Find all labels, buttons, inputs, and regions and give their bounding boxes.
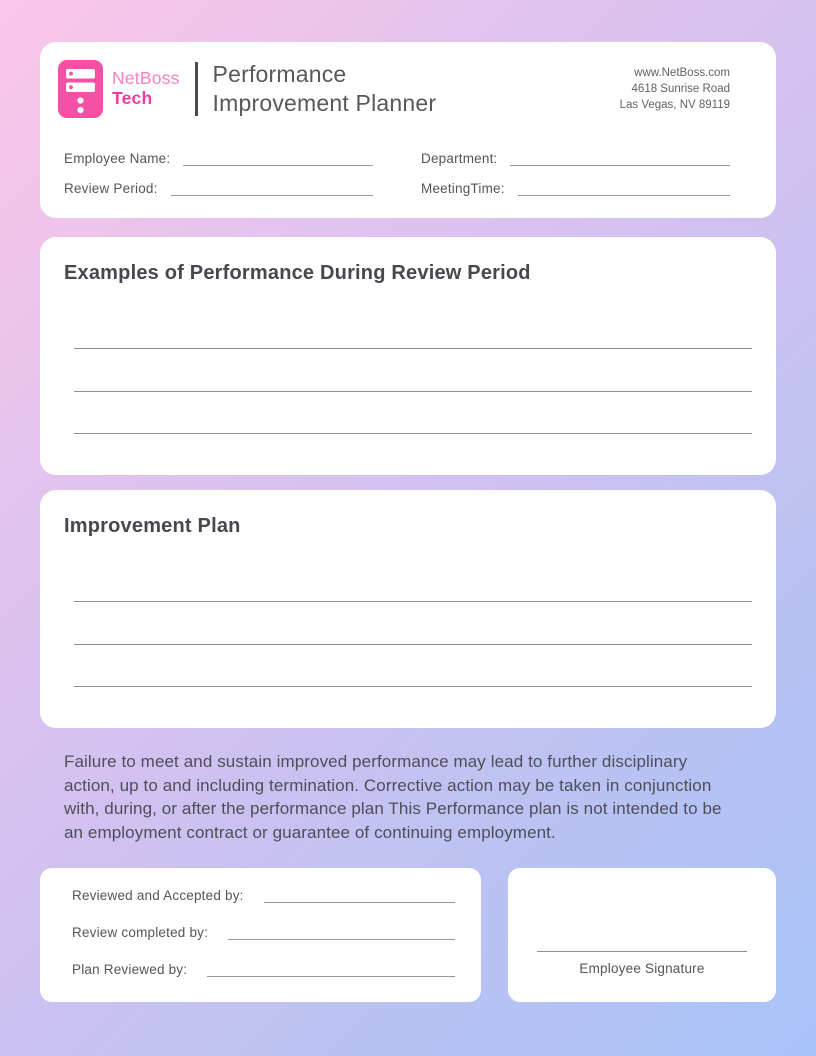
field-employee-name bbox=[64, 151, 373, 166]
reviewed-accepted-by-input[interactable] bbox=[264, 890, 455, 903]
field-review-period bbox=[64, 181, 373, 196]
brand-name-tech: Tech bbox=[112, 88, 153, 108]
write-line[interactable] bbox=[74, 601, 752, 602]
server-tower-icon bbox=[58, 60, 103, 118]
company-website: www.NetBoss.com bbox=[634, 67, 730, 79]
header-card bbox=[40, 42, 776, 218]
page-title-line2: Improvement Planner bbox=[212, 90, 437, 117]
company-address-city: Las Vegas, NV 89119 bbox=[619, 99, 730, 112]
meeting-time-label: MeetingTime: bbox=[421, 181, 505, 197]
field-meeting-time bbox=[421, 181, 730, 196]
performance-examples-title: Examples of Performance During Review Period bbox=[64, 262, 531, 284]
header-brand-row bbox=[58, 60, 730, 118]
department-label: Department: bbox=[421, 151, 498, 167]
signoff-row bbox=[40, 868, 776, 1002]
company-contact bbox=[620, 60, 730, 113]
write-line[interactable] bbox=[74, 686, 752, 687]
plan-reviewed-by-label: Plan Reviewed by: bbox=[72, 961, 188, 977]
vertical-divider bbox=[195, 62, 198, 116]
disclaimer-text: Failure to meet and sustain improved performance may lead to further disciplinary action, up to and including termination. Corrective action may be taken in conjunction with, during, or after the performance plan This Performance plan is not intended to be an employment contract or guarantee of continuing employment. bbox=[64, 752, 722, 843]
review-period-input[interactable] bbox=[171, 181, 373, 196]
brand-name-netboss: NetBoss bbox=[112, 68, 180, 89]
page-title-line1: Performance bbox=[212, 61, 347, 87]
page-title bbox=[213, 60, 437, 118]
field-plan-reviewed-by bbox=[72, 962, 455, 977]
review-completed-by-label: Review completed by: bbox=[72, 924, 209, 940]
field-department bbox=[421, 151, 730, 166]
plan-reviewed-by-input[interactable] bbox=[207, 964, 455, 977]
performance-examples-write-area bbox=[64, 348, 752, 434]
write-line[interactable] bbox=[74, 644, 752, 645]
reviewed-accepted-by-label: Reviewed and Accepted by: bbox=[72, 887, 244, 903]
netboss-logo bbox=[58, 60, 180, 118]
field-review-completed-by bbox=[72, 925, 455, 940]
employee-signature-input[interactable] bbox=[537, 951, 747, 952]
review-period-label: Review Period: bbox=[64, 181, 158, 197]
header-field-grid bbox=[58, 151, 730, 196]
section-performance-examples bbox=[40, 237, 776, 475]
improvement-plan-title: Improvement Plan bbox=[64, 515, 241, 537]
meeting-time-input[interactable] bbox=[518, 181, 730, 196]
write-line[interactable] bbox=[74, 348, 752, 349]
brand-name bbox=[112, 69, 180, 108]
employee-name-label: Employee Name: bbox=[64, 151, 171, 167]
employee-signature-card bbox=[508, 868, 776, 1002]
review-completed-by-input[interactable] bbox=[228, 927, 455, 940]
reviewers-card bbox=[40, 868, 481, 1002]
write-line[interactable] bbox=[74, 433, 752, 434]
department-input[interactable] bbox=[510, 151, 730, 166]
section-improvement-plan bbox=[40, 490, 776, 728]
write-line[interactable] bbox=[74, 391, 752, 392]
company-address-street: 4618 Sunrise Road bbox=[631, 83, 730, 96]
field-reviewed-accepted-by bbox=[72, 888, 455, 903]
improvement-plan-write-area bbox=[64, 601, 752, 687]
employee-name-input[interactable] bbox=[183, 151, 373, 166]
employee-signature-caption: Employee Signature bbox=[579, 960, 705, 976]
